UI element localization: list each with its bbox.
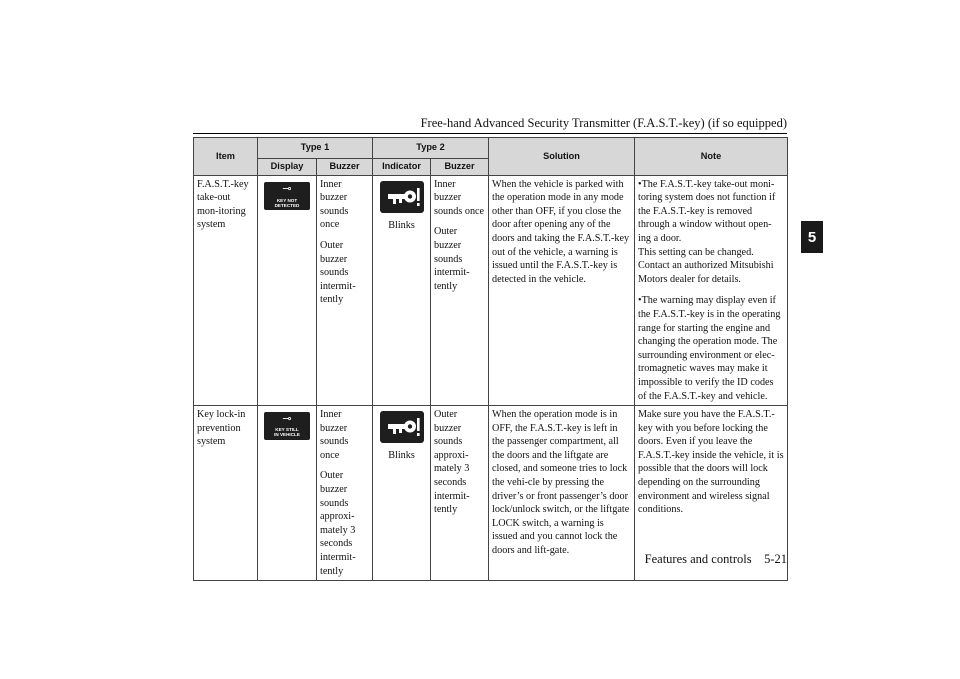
header-item: Item <box>194 138 258 176</box>
cell-item: F.A.S.T.-key take-out mon-itoring system <box>194 175 258 406</box>
display-text-line1: KEY STILL <box>275 427 299 433</box>
header-buzzer1: Buzzer <box>317 159 373 176</box>
key-indicator-icon <box>380 411 424 443</box>
display-text-line2: IN VEHICLE <box>274 432 300 438</box>
cell-note <box>635 175 788 406</box>
header-rule <box>193 133 787 134</box>
note-text: This setting can be changed. Contact an authorized Mitsubishi Motors dealer for details. <box>638 246 774 285</box>
cell-buzzer1 <box>317 175 373 406</box>
running-header: Free-hand Advanced Security Transmitter (F.A.S.T.-key) (if so equipped) <box>420 116 787 130</box>
cell-note: Make sure you have the F.A.S.T.-key with you before locking the doors. Even if you leave the F.A.S.T.-key inside the vehicle, it is possible that the doors will lock depending on the surrounding environment and wireless signal conditions. <box>635 406 788 581</box>
cell-buzzer1 <box>317 406 373 581</box>
header-type1: Type 1 <box>258 138 373 159</box>
header-type2: Type 2 <box>373 138 489 159</box>
buzzer-outer-text: Outer buzzer sounds intermit-tently <box>320 239 356 306</box>
footer-section: Features and controls <box>644 552 752 566</box>
table-row <box>194 175 788 406</box>
footer-page-number: 5-21 <box>764 552 787 566</box>
chapter-tab: 5 <box>801 221 823 253</box>
cell-solution: When the operation mode is in OFF, the F.A.S.T.-key is left in the passenger compartment, all the doors and the liftgate are closed, and someone tries to lock the vehi-cle by pressing the driver’s or front passenger’s door lock/unlock switch, or the liftgate LOCK switch, a warning is issued and you cannot lock the doors and lift-gate. <box>489 406 635 581</box>
cell-buzzer2 <box>431 175 489 406</box>
display-screen <box>264 412 310 440</box>
header-indicator: Indicator <box>373 159 431 176</box>
buzzer-inner-text: Inner buzzer sounds once <box>434 178 485 217</box>
indicator-text: Blinks <box>388 450 415 462</box>
warning-table <box>193 137 788 581</box>
note-text: •The warning may display even if the F.A.S.T.-key is in the operating range for starting the engine and changing the operation mode. The surrounding environment or elec-tromagnetic waves may make it impossible to verify the ID codes of the F.A.S.T.-key and vehicle. <box>638 295 781 402</box>
cell-indicator <box>373 406 431 581</box>
cell-display <box>258 175 317 406</box>
header-solution: Solution <box>489 138 635 176</box>
indicator-text: Blinks <box>388 219 415 231</box>
buzzer-inner-text: Inner buzzer sounds once <box>320 409 349 461</box>
cell-item: Key lock-in prevention system <box>194 406 258 581</box>
cell-solution: When the vehicle is parked with the operation mode in any mode other than OFF, if you close the door after opening any of the doors and taking the F.A.S.T.-key out of the vehicle, a warning is issued until the F.A.S.T.-key is detected in the vehicle. <box>489 175 635 406</box>
display-text: KEY NOT DETECTED <box>274 197 300 208</box>
cell-indicator <box>373 175 431 406</box>
display-text <box>264 427 310 437</box>
buzzer-inner-text: Inner buzzer sounds once <box>320 178 349 231</box>
display-screen <box>264 182 310 210</box>
table-header-row <box>194 138 788 159</box>
buzzer-outer-text: Outer buzzer sounds approxi-mately 3 seconds intermit-tently <box>320 470 356 577</box>
cell-buzzer2: Outer buzzer sounds approxi-mately 3 seconds intermit-tently <box>431 406 489 581</box>
page-footer <box>540 552 787 567</box>
key-icon: ⊸ <box>282 413 292 426</box>
header-note: Note <box>635 138 788 176</box>
header-buzzer2: Buzzer <box>431 159 489 176</box>
note-text: •The F.A.S.T.-key take-out moni-toring system does not function if the F.A.S.T.-key is removed through a window without open-ing a door. <box>638 178 776 244</box>
buzzer-outer-text: Outer buzzer sounds intermit-tently <box>434 226 470 292</box>
key-indicator-icon <box>380 181 424 213</box>
header-display: Display <box>258 159 317 176</box>
cell-display <box>258 406 317 581</box>
key-icon: ⊸ <box>282 182 292 195</box>
